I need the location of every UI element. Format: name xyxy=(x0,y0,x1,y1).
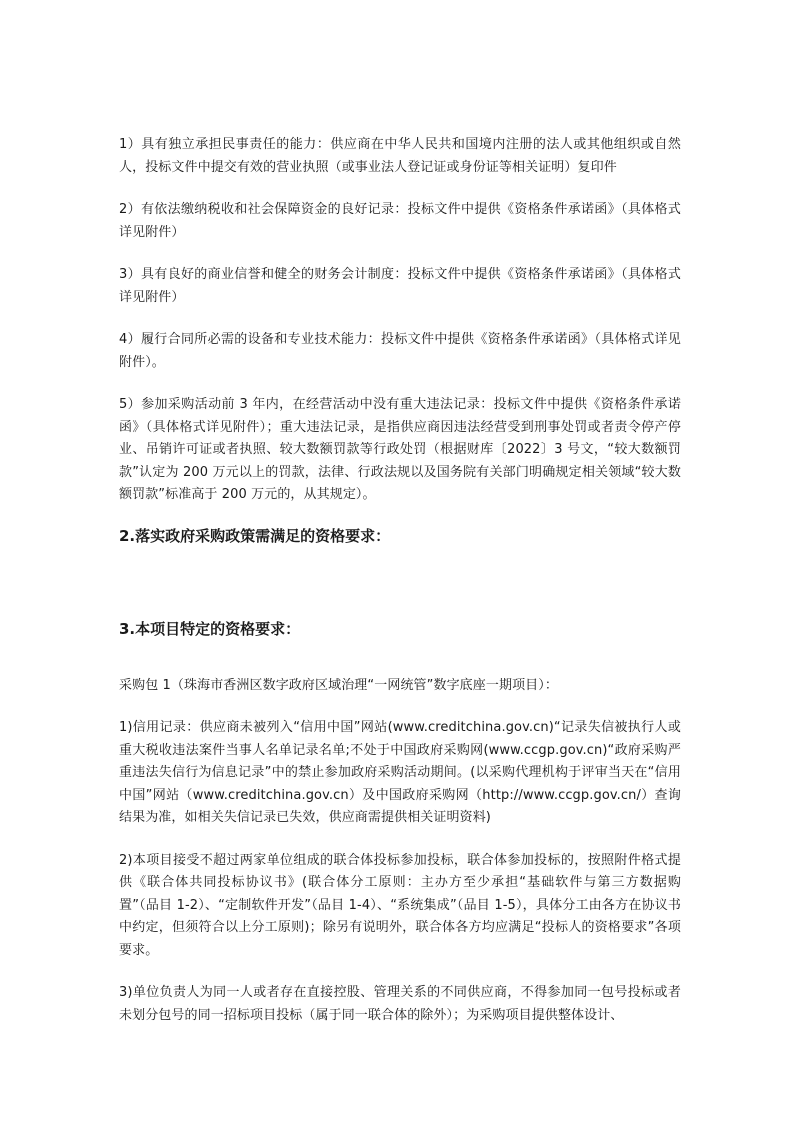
requirement-item-5: 5）参加采购活动前 3 年内，在经营活动中没有重大违法记录：投标文件中提供《资格条件承诺函》（具体格式详见附件）；重大违法记录，是指供应商因违法经营受到刑事处罚或者责令停产停业、吊销许可证或者执照、较大数额罚款等行政处罚（根据财库〔2022〕3 号文，“较大数额罚款”认定为 200 万元以上的罚款，法律、行政法规以及国务院有关部门明确规定相关领域“较大数额罚款”标准高于 200 万元的，从其规定）。 xyxy=(119,397,681,502)
specific-item-3: 3)单位负责人为同一人或者存在直接控股、管理关系的不同供应商，不得参加同一包号投标或者未划分包号的同一招标项目投标（属于同一联合体的除外）；为采购项目提供整体设计、 xyxy=(119,985,681,1023)
specific-item-2: 2)本项目接受不超过两家单位组成的联合体投标参加投标，联合体参加投标的，按照附件格式提供《联合体共同投标协议书》(联合体分工原则：主办方至少承担“基础软件与第三方数据购置”（品目 1-2）、“定制软件开发”（品目 1-4）、“系统集成”（品目 1-5），具体分工由各方在协议书中约定，但须符合以上分工原则)；除另有说明外，联合体各方均应满足“投标人的资格要求”各项要求。 xyxy=(119,852,681,958)
requirement-item-4: 4）履行合同所必需的设备和专业技术能力：投标文件中提供《资格条件承诺函》（具体格式详见附件）。 xyxy=(119,332,681,370)
section-heading-specific: 3.本项目特定的资格要求： xyxy=(119,619,301,638)
requirement-item-1: 1）具有独立承担民事责任的能力：供应商在中华人民共和国境内注册的法人或其他组织或自然人，投标文件中提交有效的营业执照（或事业法人登记证或身份证等相关证明）复印件 xyxy=(119,137,681,175)
requirement-item-2: 2）有依法缴纳税收和社会保障资金的良好记录：投标文件中提供《资格条件承诺函》（具体格式详见附件） xyxy=(119,202,681,240)
specific-item-1: 1)信用记录：供应商未被列入“信用中国”网站(www.creditchina.gov.cn)“记录失信被执行人或重大税收违法案件当事人名单记录名单;不处于中国政府采购网(www.ccgp.gov.cn)“政府采购严重违法失信行为信息记录”中的禁止参加政府采购活动期间。(以采购代理机构于评审当天在“信用中国”网站（www.creditchina.gov.cn）及中国政府采购网（http://www.ccgp.gov.cn/）查询结果为准，如相关失信记录已失效，供应商需提供相关证明资料) xyxy=(119,720,681,825)
package-line: 采购包 1（珠海市香洲区数字政府区域治理“一网统管”数字底座一期项目）： xyxy=(119,677,558,693)
section-heading-policy: 2.落实政府采购政策需满足的资格要求： xyxy=(119,526,391,545)
document-body xyxy=(119,134,681,1027)
requirement-item-3: 3）具有良好的商业信誉和健全的财务会计制度：投标文件中提供《资格条件承诺函》（具体格式详见附件） xyxy=(119,267,681,305)
